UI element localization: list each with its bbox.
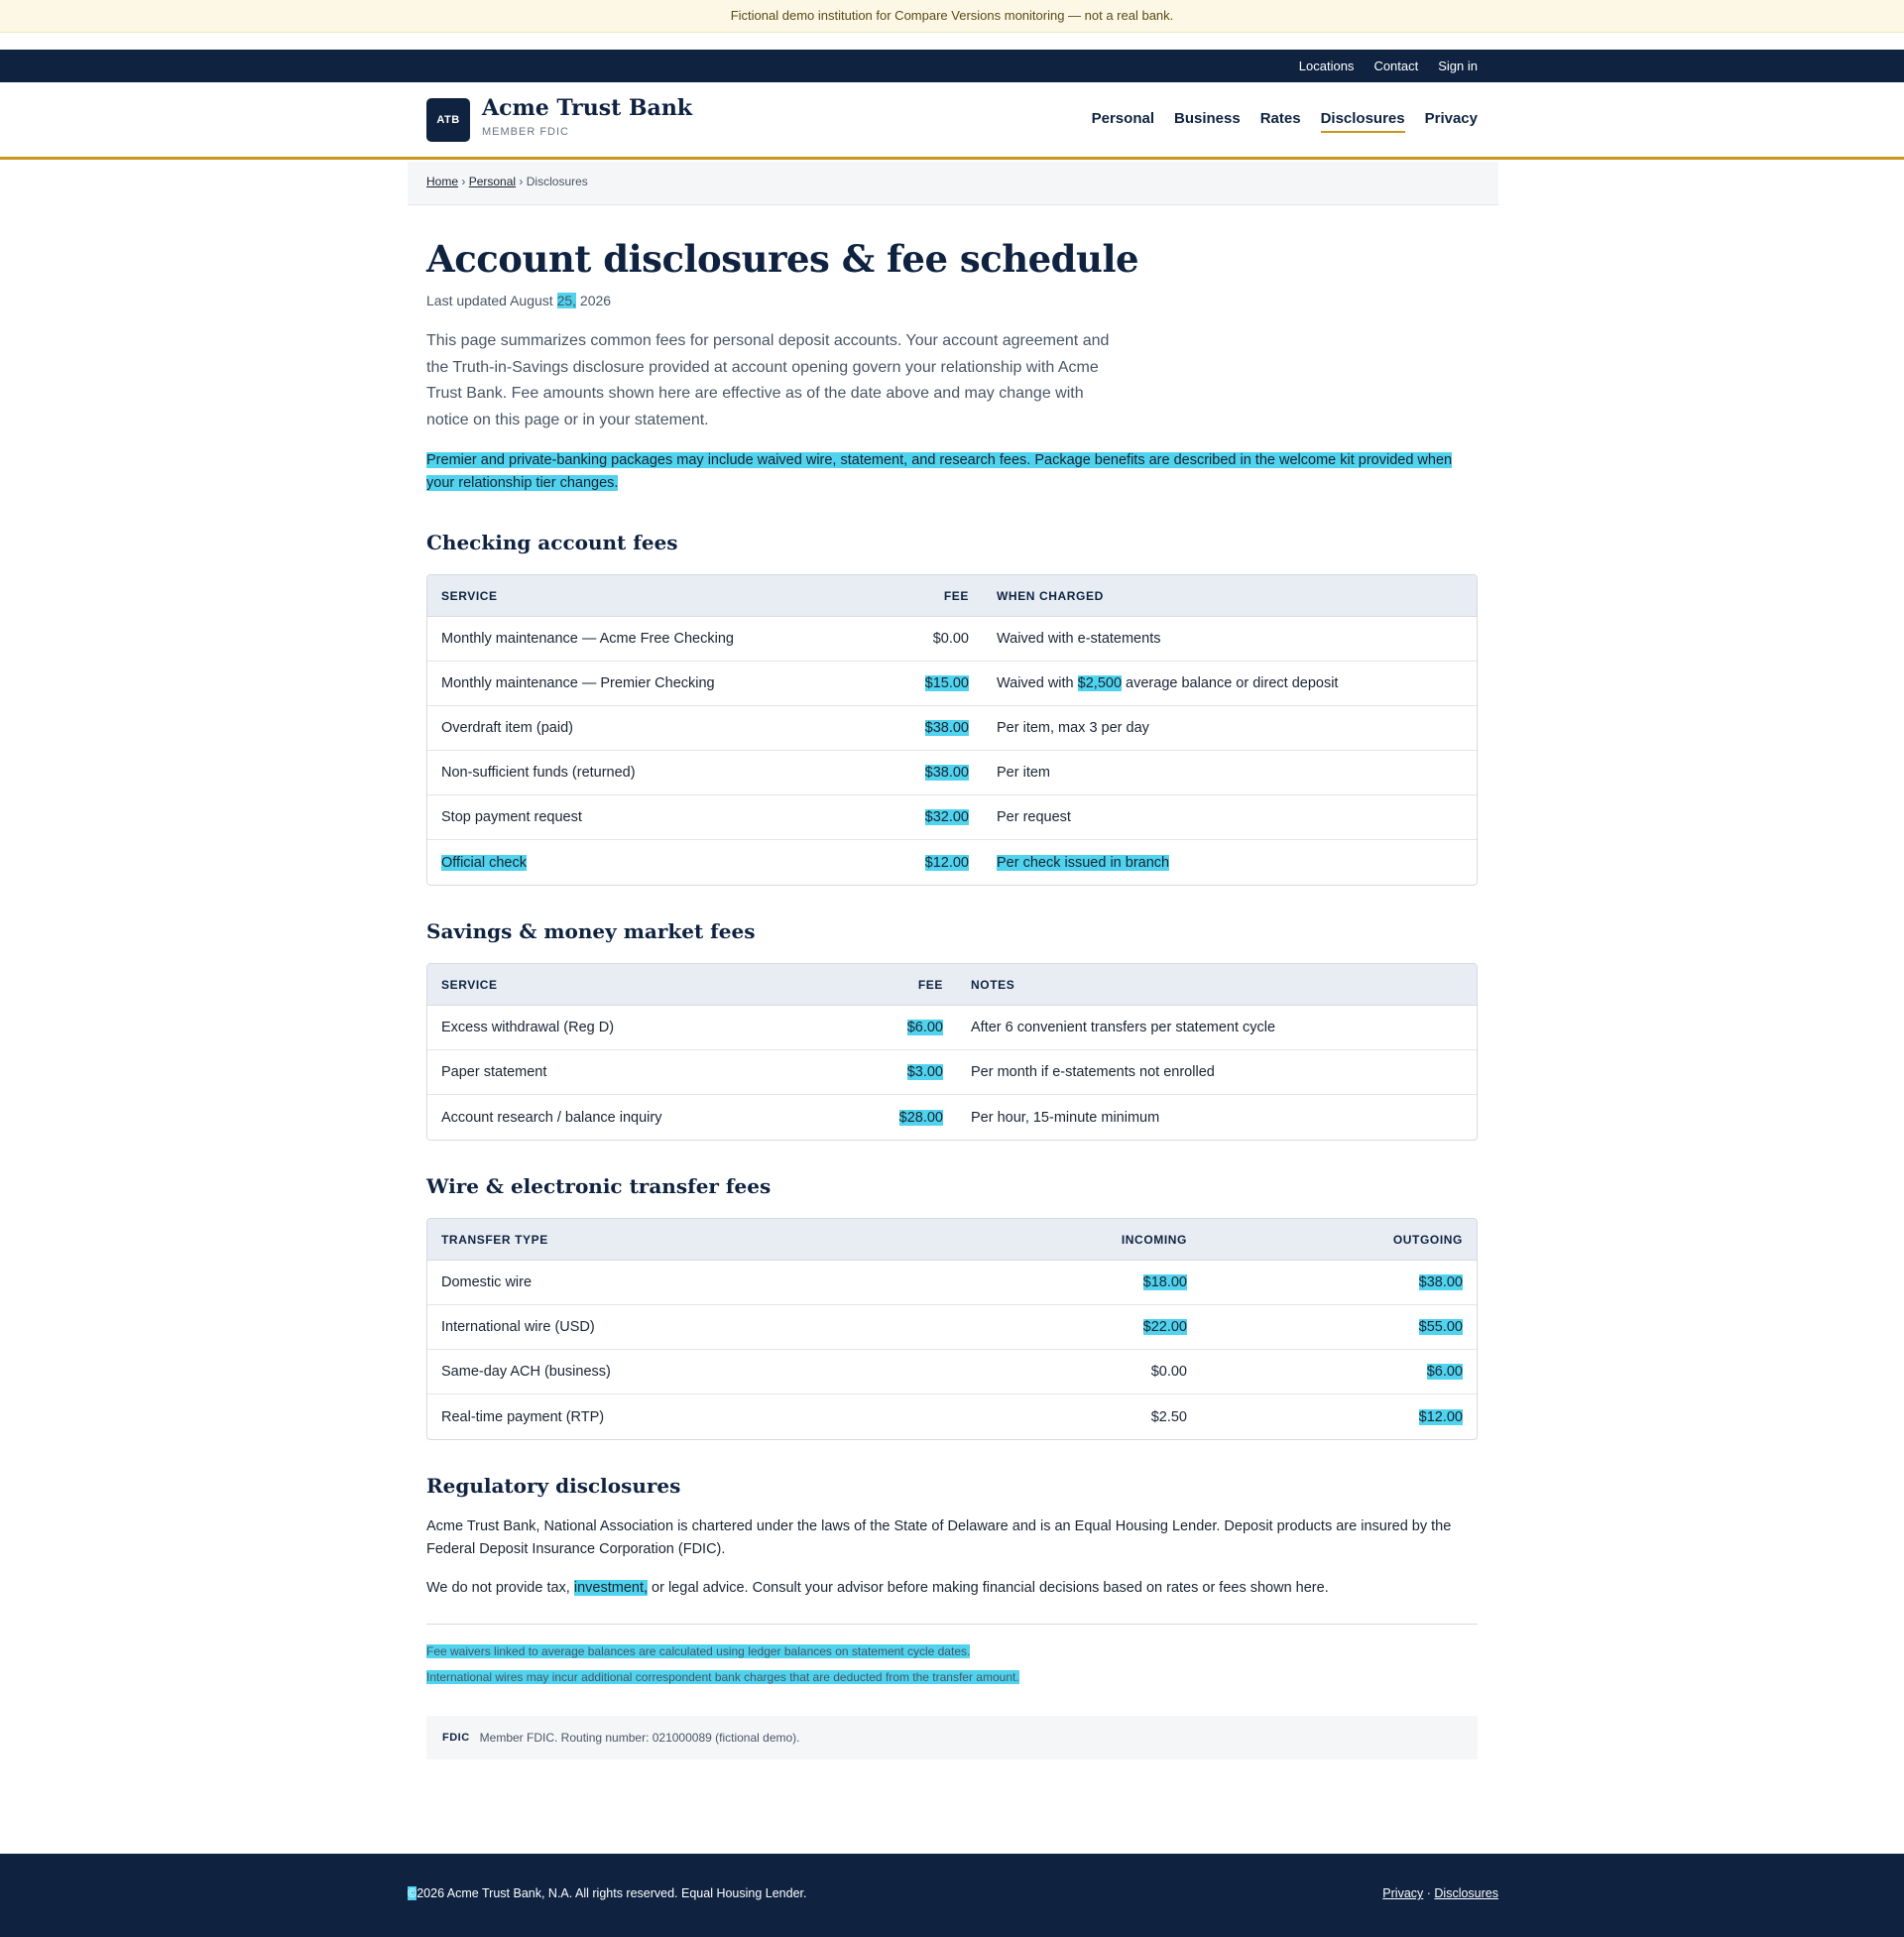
when-value: Per check issued in branch xyxy=(997,854,1170,871)
incoming-cell xyxy=(923,1261,1201,1305)
when-cell: Per request xyxy=(983,795,1477,840)
footer-links xyxy=(1382,1886,1498,1900)
breadcrumb-home[interactable]: Home xyxy=(426,175,459,188)
breadcrumb-separator: › xyxy=(461,175,469,188)
service-cell: Excess withdrawal (Reg D) xyxy=(427,1006,869,1050)
col-fee: FEE xyxy=(869,964,957,1006)
col-notes: NOTES xyxy=(957,964,1477,1006)
breadcrumb-personal[interactable]: Personal xyxy=(468,175,517,188)
table-row xyxy=(427,1006,1477,1050)
table-row xyxy=(427,1095,1477,1140)
copyright-symbol: © xyxy=(408,1886,417,1900)
footnote-text: International wires may incur additional correspondent bank charges that are deducted from the transfer amount. xyxy=(426,1670,1019,1684)
fee-value: $3.00 xyxy=(906,1064,943,1080)
notes-cell: Per hour, 15-minute minimum xyxy=(971,1109,1160,1126)
utility-link-locations[interactable]: Locations xyxy=(1298,59,1355,73)
when-suffix: average balance or direct deposit xyxy=(1122,675,1339,691)
col-service: SERVICE xyxy=(427,575,869,617)
service-cell: Monthly maintenance — Premier Checking xyxy=(427,662,869,706)
wire-fee-table xyxy=(426,1218,1478,1440)
footnote-waivers xyxy=(426,1644,1478,1658)
advice-highlight: investment, xyxy=(573,1580,649,1596)
type-cell: International wire (USD) xyxy=(427,1305,923,1350)
table-row xyxy=(427,706,1477,751)
page-title: Account disclosures & fee schedule xyxy=(426,237,1139,281)
fee-cell: $0.00 xyxy=(869,617,983,662)
incoming-cell: $0.00 xyxy=(923,1350,1201,1394)
when-amount: $2,500 xyxy=(1077,675,1123,691)
when-cell: Per item, max 3 per day xyxy=(983,706,1477,751)
when-cell: Waived with e-statements xyxy=(983,617,1477,662)
fee-cell xyxy=(869,706,983,751)
site-footer xyxy=(0,1854,1904,1937)
utility-bar xyxy=(0,50,1904,82)
type-cell: Domestic wire xyxy=(427,1261,923,1305)
savings-fee-table xyxy=(426,963,1478,1141)
footer-copyright xyxy=(408,1886,807,1900)
footnote-text: Fee waivers linked to average balances are calculated using ledger balances on statement cycle dates. xyxy=(426,1644,971,1658)
brand-name[interactable]: Acme Trust Bank xyxy=(482,95,693,121)
utility-link-contact[interactable]: Contact xyxy=(1373,59,1419,73)
fee-value: $28.00 xyxy=(898,1109,943,1126)
outgoing-cell xyxy=(1201,1261,1477,1305)
main-content xyxy=(426,205,1478,1759)
type-cell: Real-time payment (RTP) xyxy=(441,1408,605,1425)
service-cell xyxy=(427,840,869,885)
demo-banner-text: Fictional demo institution for Compare Versions monitoring — not a real bank. xyxy=(730,8,1174,23)
outgoing-value: $6.00 xyxy=(1426,1364,1463,1380)
table-row xyxy=(427,1305,1477,1350)
last-updated xyxy=(426,293,1478,308)
fee-cell xyxy=(869,751,983,795)
service-cell: Non-sufficient funds (returned) xyxy=(427,751,869,795)
outgoing-value: $12.00 xyxy=(1418,1408,1463,1425)
col-transfer-type: TRANSFER TYPE xyxy=(427,1219,923,1261)
demo-banner xyxy=(0,0,1904,33)
brand-logo[interactable]: ATB xyxy=(426,98,470,142)
service-cell: Stop payment request xyxy=(427,795,869,840)
main-nav xyxy=(1092,110,1478,133)
copyright-text: 2026 Acme Trust Bank, N.A. All rights reserved. Equal Housing Lender. xyxy=(416,1886,807,1900)
footer-link-privacy[interactable]: Privacy xyxy=(1382,1886,1424,1900)
fdic-notice xyxy=(426,1716,1478,1759)
fdic-text: Member FDIC. Routing number: 021000089 (fictional demo). xyxy=(479,1731,800,1745)
breadcrumb-separator: › xyxy=(519,175,527,188)
outgoing-value: $55.00 xyxy=(1418,1319,1463,1335)
wire-heading: Wire & electronic transfer fees xyxy=(426,1174,772,1198)
outgoing-cell xyxy=(1201,1394,1477,1439)
incoming-value: $22.00 xyxy=(1142,1319,1187,1335)
incoming-cell xyxy=(923,1305,1201,1350)
table-row xyxy=(427,795,1477,840)
when-cell xyxy=(983,840,1477,885)
col-outgoing: OUTGOING xyxy=(1201,1219,1477,1261)
table-row xyxy=(427,1261,1477,1305)
incoming-cell: $2.50 xyxy=(1150,1408,1187,1425)
nav-personal[interactable]: Personal xyxy=(1091,110,1154,127)
nav-rates[interactable]: Rates xyxy=(1259,110,1301,127)
savings-heading: Savings & money market fees xyxy=(426,919,756,943)
divider xyxy=(426,1624,1478,1625)
col-when-charged: WHEN CHARGED xyxy=(983,575,1477,617)
intro-paragraph: This page summarizes common fees for personal deposit accounts. Your account agreement and the Truth-in-Savings disclosure provided at account opening govern your relationship with Acme Trust Bank. Fee amounts shown here are effective as of the date above and may change with notice on this page or in your statement. xyxy=(426,332,1110,428)
fee-value: $6.00 xyxy=(906,1020,943,1035)
service-cell: Paper statement xyxy=(427,1050,869,1095)
footnote-international xyxy=(426,1670,1478,1684)
notes-cell: After 6 convenient transfers per statement cycle xyxy=(957,1006,1477,1050)
fee-value: $12.00 xyxy=(924,854,969,871)
fee-value: $15.00 xyxy=(924,675,969,691)
checking-heading: Checking account fees xyxy=(426,531,678,554)
last-updated-year: 2026 xyxy=(576,293,612,308)
nav-privacy[interactable]: Privacy xyxy=(1424,110,1478,127)
col-incoming: INCOMING xyxy=(923,1219,1201,1261)
service-cell: Overdraft item (paid) xyxy=(427,706,869,751)
premier-callout xyxy=(426,449,1478,495)
type-cell: Same-day ACH (business) xyxy=(427,1350,923,1394)
last-updated-prefix: Last updated August xyxy=(426,293,557,308)
when-cell: Per item xyxy=(983,751,1477,795)
fee-value: $38.00 xyxy=(924,720,969,736)
fdic-label: FDIC xyxy=(442,1732,470,1744)
service-value: Official check xyxy=(441,854,527,871)
fee-cell xyxy=(869,662,983,706)
table-row xyxy=(427,751,1477,795)
table-row xyxy=(427,1350,1477,1394)
fee-cell xyxy=(869,1050,957,1095)
breadcrumb xyxy=(408,162,1498,205)
footer-link-disclosures[interactable]: Disclosures xyxy=(1434,1886,1498,1900)
outgoing-cell xyxy=(1201,1305,1477,1350)
fee-cell xyxy=(869,795,983,840)
outgoing-cell xyxy=(1201,1350,1477,1394)
when-prefix: Waived with xyxy=(997,675,1078,691)
nav-business[interactable]: Business xyxy=(1174,110,1241,127)
outgoing-value: $38.00 xyxy=(1418,1274,1463,1290)
regulatory-heading: Regulatory disclosures xyxy=(426,1474,681,1498)
utility-link-sign-in[interactable]: Sign in xyxy=(1438,59,1478,73)
last-updated-day: 25, xyxy=(556,293,577,308)
fee-cell xyxy=(869,1095,957,1140)
regulatory-paragraph-advice xyxy=(426,1577,1478,1600)
notes-cell: Per month if e-statements not enrolled xyxy=(957,1050,1477,1095)
advice-suffix: or legal advice. Consult your advisor before making financial decisions based on rates or fees shown here. xyxy=(648,1580,1329,1596)
footer-separator: · xyxy=(1423,1886,1435,1900)
service-cell: Account research / balance inquiry xyxy=(441,1109,662,1126)
nav-disclosures[interactable]: Disclosures xyxy=(1321,110,1405,133)
brand-tagline: MEMBER FDIC xyxy=(482,126,569,138)
regulatory-paragraph-charter: Acme Trust Bank, National Association is chartered under the laws of the State of Delaware and is an Equal Housing Lender. Deposit products are insured by the Federal Deposit Insurance Corporation (FDIC). xyxy=(426,1518,1452,1557)
site-header xyxy=(0,82,1904,160)
when-cell xyxy=(983,662,1477,706)
service-cell: Monthly maintenance — Acme Free Checking xyxy=(427,617,869,662)
table-row xyxy=(427,1050,1477,1095)
table-row xyxy=(427,617,1477,662)
fee-value: $32.00 xyxy=(924,809,969,825)
table-row xyxy=(427,662,1477,706)
col-service: SERVICE xyxy=(427,964,869,1006)
breadcrumb-current: Disclosures xyxy=(526,175,588,188)
table-row xyxy=(427,1394,1477,1439)
fee-cell xyxy=(869,1006,957,1050)
table-row xyxy=(427,840,1477,885)
col-fee: FEE xyxy=(869,575,983,617)
checking-fee-table xyxy=(426,574,1478,886)
fee-cell xyxy=(869,840,983,885)
premier-callout-text: Premier and private-banking packages may include waived wire, statement, and research fees. Package benefits are described in the welcome kit provided when your relationship tier changes. xyxy=(426,452,1453,491)
fee-value: $38.00 xyxy=(924,765,969,781)
incoming-value: $18.00 xyxy=(1142,1274,1187,1290)
advice-prefix: We do not provide tax, xyxy=(426,1580,574,1596)
